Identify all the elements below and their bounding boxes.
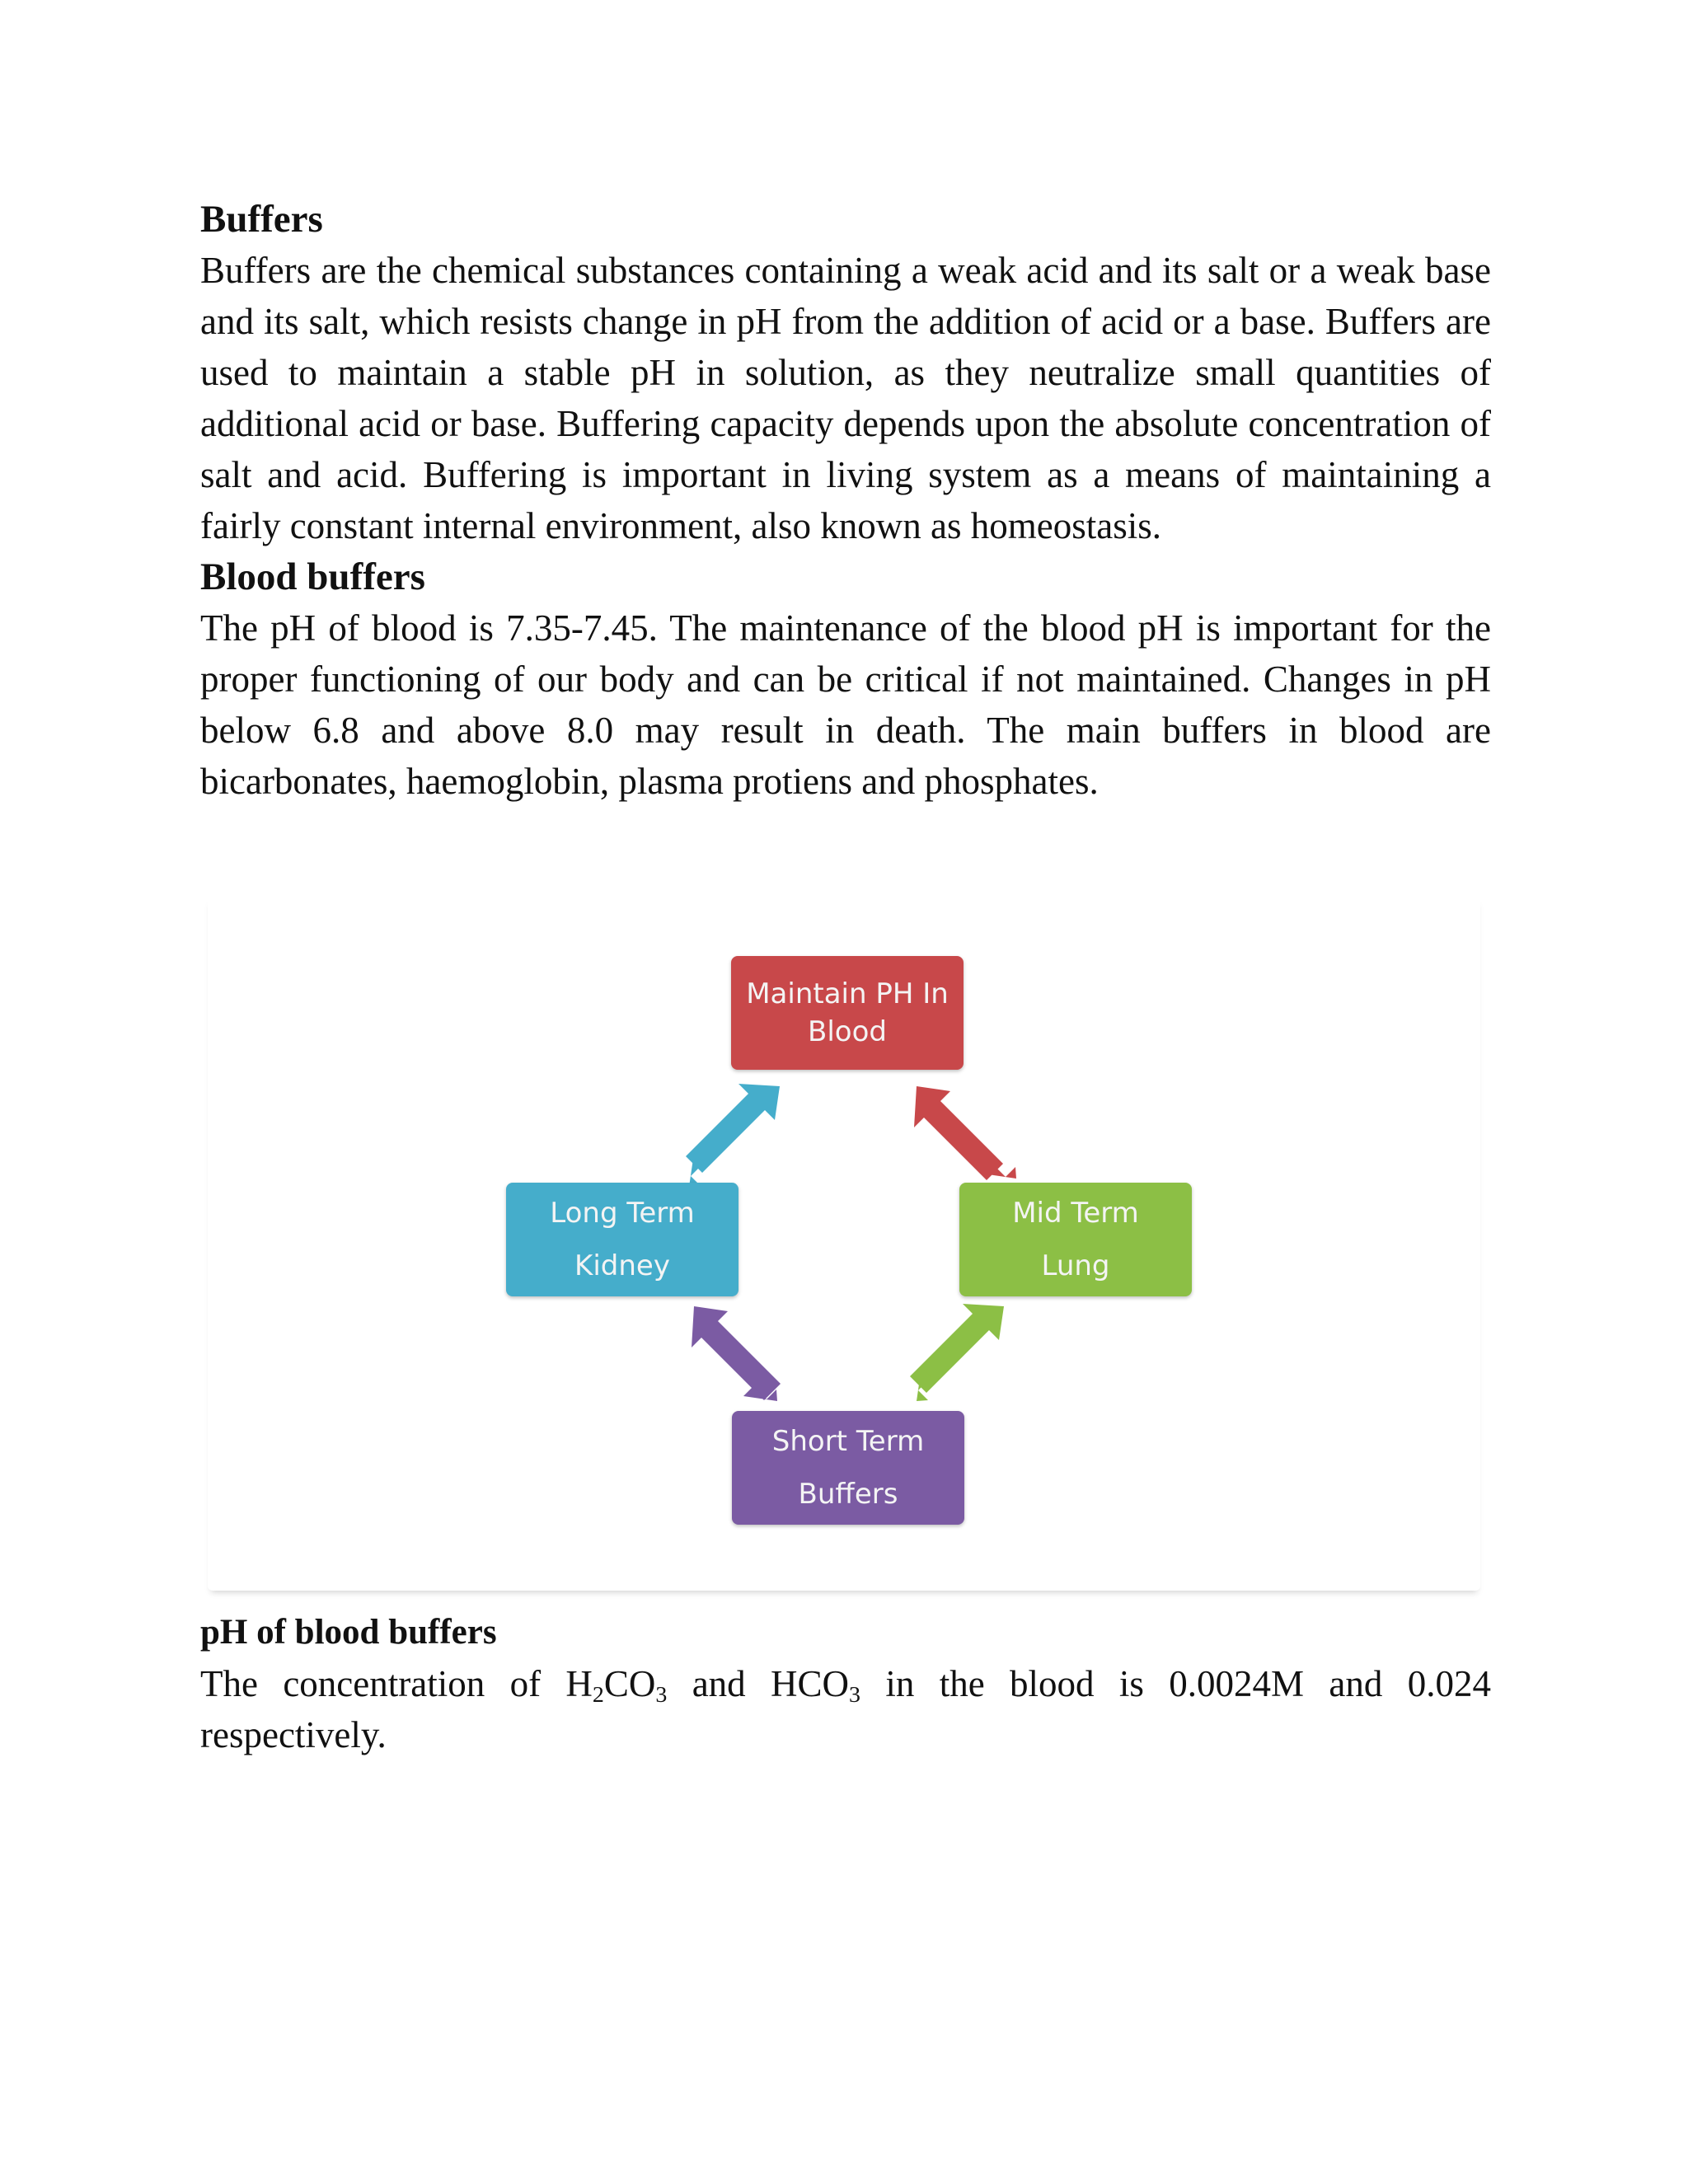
node-long-term <box>506 1183 738 1296</box>
paragraph-buffers: Buffers are the chemical substances containing a weak acid and its salt or a weak base and its salt, which resists change in pH from the addition of acid or a base. Buffers are used to maintain a stable pH in solution, as they neutralize small quantities of additional acid or base. Buffering capacity depends upon the absolute concentration of salt and acid. Buffering is important in living system as a means of maintaining a fairly constant internal environment, also known as homeostasis. <box>200 250 1491 546</box>
heading-buffers: Buffers <box>200 198 323 241</box>
ph-maintenance-diagram <box>208 897 1480 1591</box>
arrow-top-to-right <box>914 1086 1016 1180</box>
ph-text-mid1: CO <box>603 1663 656 1704</box>
ph-sub-3: 3 <box>849 1681 860 1708</box>
ph-text-start: The concentration of H <box>200 1663 593 1704</box>
node-maintain-ph-line2: Blood <box>808 1015 887 1048</box>
arrow-right-to-bottom <box>910 1304 1004 1401</box>
paragraph-ph-blood-buffers <box>200 1658 1491 1760</box>
heading-ph-blood-buffers: pH of blood buffers <box>200 1613 497 1652</box>
node-maintain-ph-line1: Maintain PH In <box>746 977 949 1010</box>
paragraph-blood-buffers: The pH of blood is 7.35-7.45. The maintenance of the blood pH is important for the proper functioning of our body and can be critical if not maintained. Changes in pH below 6.8 and above 8.0 may result in death. The main buffers in blood are bicarbonates, haemoglobin, plasma protiens and phosphates. <box>200 607 1491 802</box>
node-long-term-line2: Kidney <box>574 1249 670 1282</box>
node-short-term-line2: Buffers <box>798 1478 898 1511</box>
node-maintain-ph <box>731 956 964 1070</box>
arrow-bottom-to-left <box>692 1306 781 1401</box>
ph-section <box>200 1607 1491 1760</box>
node-mid-term <box>959 1183 1192 1296</box>
main-content <box>200 194 1491 807</box>
node-mid-term-line2: Lung <box>1041 1249 1110 1282</box>
node-long-term-line1: Long Term <box>550 1197 695 1230</box>
heading-blood-buffers: Blood buffers <box>200 555 425 598</box>
ph-text-end: in the blood is 0.0024M and 0.024 respectively. <box>200 1663 1491 1755</box>
ph-sub-1: 2 <box>592 1681 604 1708</box>
ph-sub-2: 3 <box>655 1681 668 1708</box>
node-mid-term-line1: Mid Term <box>1012 1197 1139 1230</box>
ph-text-mid2: and HCO <box>667 1663 850 1704</box>
node-short-term-line1: Short Term <box>771 1425 925 1458</box>
node-short-term <box>732 1411 964 1525</box>
arrow-left-to-top <box>686 1084 780 1187</box>
